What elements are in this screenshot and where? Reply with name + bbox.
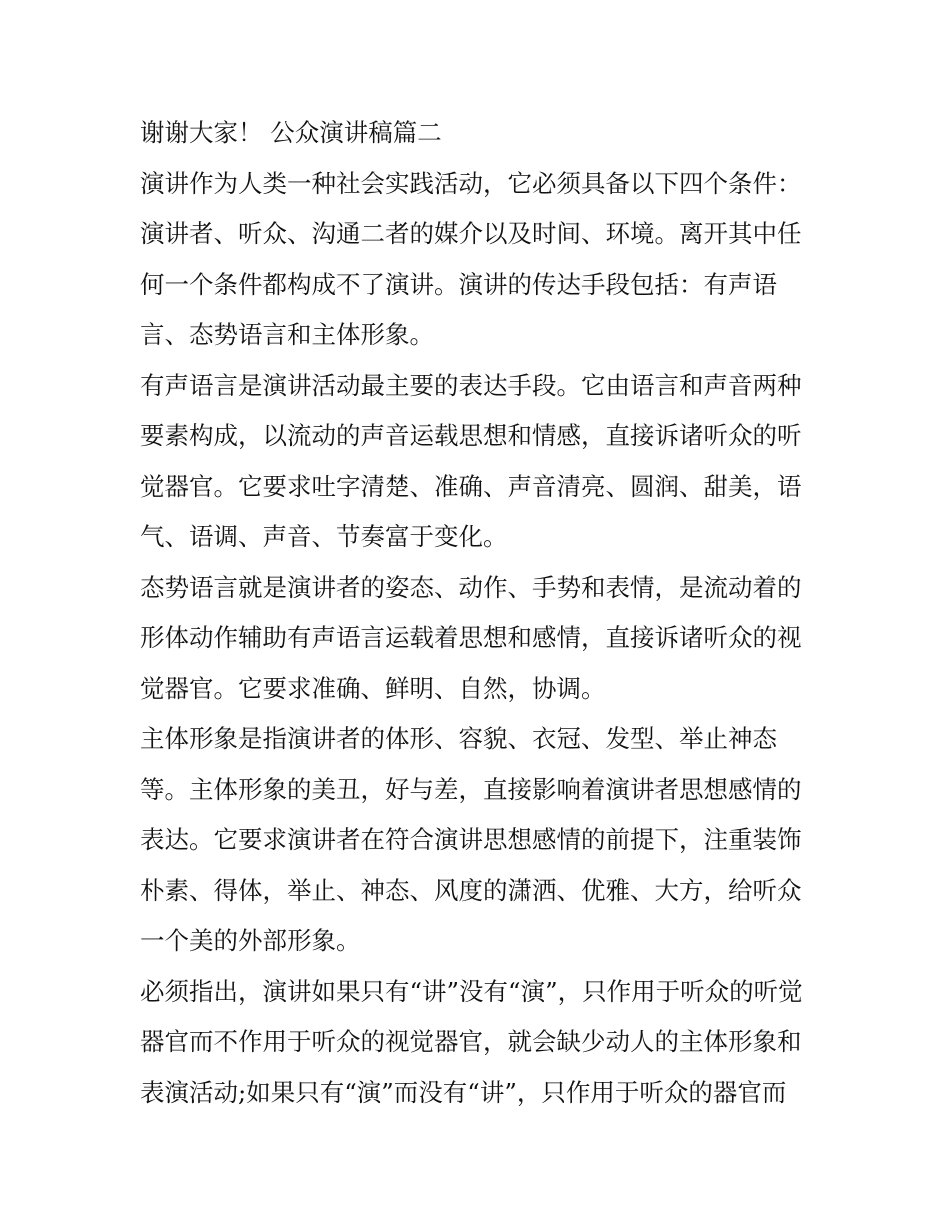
- text-line: 等。主体形象的美丑，好与差，直接影响着演讲者思想感情的: [140, 774, 802, 804]
- paragraph-vocal-language: [140, 361, 820, 563]
- text-line: 态势语言就是演讲者的姿态、动作、手势和表情，是流动着的: [140, 572, 802, 602]
- text-line: 主体形象是指演讲者的体形、容貌、衣冠、发型、举止神态: [140, 724, 777, 753]
- text-line: 表演活动;如果只有“演”而没有“讲”，只作用于听众的器官而: [140, 1077, 787, 1107]
- text-line: 言、态势语言和主体形象。: [140, 320, 434, 349]
- text-line: 何一个条件都构成不了演讲。演讲的传达手段包括：有声语: [140, 269, 777, 299]
- document-page: [140, 108, 820, 1118]
- text-line: 要素构成，以流动的声音运载思想和情感，直接诉诸听众的听: [140, 421, 802, 450]
- text-line: 有声语言是演讲活动最主要的表达手段。它由语言和声音两种: [140, 370, 802, 400]
- text-line: 形体动作辅助有声语言运载着思想和感情，直接诉诸听众的视: [140, 623, 802, 652]
- text-line: 表达。它要求演讲者在符合演讲思想感情的前提下，注重装饰: [140, 825, 802, 854]
- text-line: 觉器官。它要求吐字清楚、准确、声音清亮、圆润、甜美，语: [140, 471, 802, 501]
- paragraph-conditions: [140, 159, 820, 361]
- paragraph-heading: [140, 108, 820, 159]
- text-line: 朴素、得体，举止、神态、风度的潇洒、优雅、大方，给听众: [140, 875, 802, 905]
- paragraph-image: [140, 714, 820, 967]
- text-line: 气、语调、声音、节奏富于变化。: [140, 522, 508, 551]
- text-line: 觉器官。它要求准确、鲜明、自然，协调。: [140, 673, 606, 703]
- text-line: 谢谢大家！ 公众演讲稿篇二: [140, 118, 442, 147]
- text-line: 演讲者、听众、沟通二者的媒介以及时间、环境。离开其中任: [140, 219, 802, 248]
- text-line: 必须指出，演讲如果只有“讲”没有“演”，只作用于听众的听觉: [140, 976, 803, 1006]
- text-line: 演讲作为人类一种社会实践活动，它必须具备以下四个条件：: [140, 168, 802, 198]
- paragraph-body-language: [140, 563, 820, 715]
- text-line: 一个美的外部形象。: [140, 926, 361, 955]
- paragraph-conclusion: [140, 967, 820, 1119]
- text-line: 器官而不作用于听众的视觉器官，就会缺少动人的主体形象和: [140, 1027, 802, 1056]
